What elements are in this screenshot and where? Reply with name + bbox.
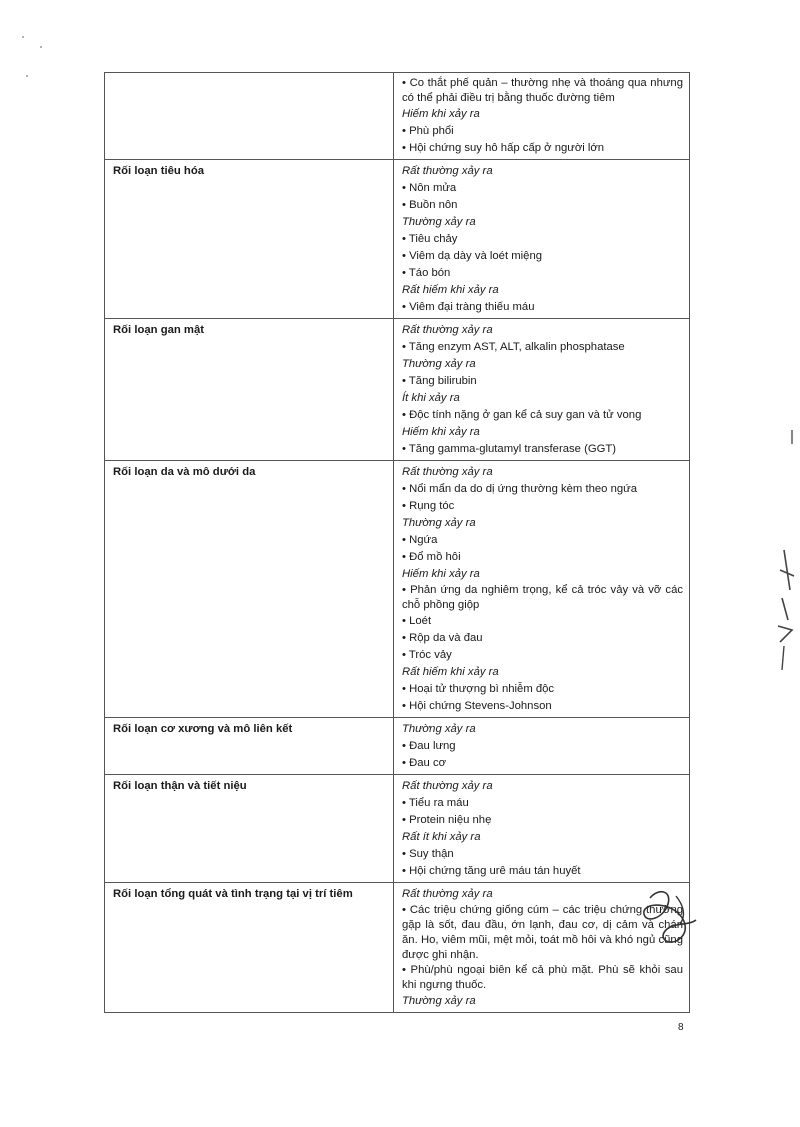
- effect-item: • Hoại tử thượng bì nhiễm độc: [402, 681, 683, 698]
- scan-speck: [26, 75, 28, 77]
- effects-cell: [394, 775, 690, 883]
- category-label: Rối loạn tổng quát và tình trạng tại vị trí tiêm: [113, 888, 353, 900]
- frequency-label: Rất thường xảy ra: [402, 466, 493, 478]
- effects-cell: [394, 319, 690, 461]
- effect-item: • Tiểu ra máu: [402, 795, 683, 812]
- effect-item: • Hội chứng tăng urê máu tán huyết: [402, 863, 683, 880]
- category-label: Rối loạn gan mật: [113, 324, 205, 336]
- effect-item: • Hội chứng Stevens-Johnson: [402, 698, 683, 715]
- frequency-label: Hiếm khi xảy ra: [402, 108, 480, 120]
- table-row: [105, 883, 690, 1013]
- frequency-label: Hiếm khi xảy ra: [402, 568, 480, 580]
- effect-item: • Co thắt phế quản – thường nhẹ và thoáng qua nhưng có thể phải điều trị bằng thuốc đường tiêm: [402, 76, 683, 106]
- frequency-label: Rất thường xảy ra: [402, 888, 493, 900]
- table-row: [105, 718, 690, 775]
- adverse-effects-table: [104, 72, 690, 1013]
- effect-item: • Buồn nôn: [402, 197, 683, 214]
- category-cell: [105, 73, 394, 160]
- category-label: Rối loạn cơ xương và mô liên kết: [113, 723, 293, 735]
- table-row: [105, 73, 690, 160]
- page-number: 8: [678, 1022, 684, 1033]
- frequency-label: Ít khi xảy ra: [402, 392, 460, 404]
- effects-cell: [394, 461, 690, 718]
- effects-cell: [394, 73, 690, 160]
- frequency-label: Rất ít khi xảy ra: [402, 831, 481, 843]
- table-row: [105, 775, 690, 883]
- effect-item: • Phản ứng da nghiêm trọng, kể cả tróc vảy và vỡ các chỗ phồng giộp: [402, 583, 683, 613]
- effect-item: • Phù/phù ngoại biên kể cả phù mặt. Phù sẽ khỏi sau khi ngưng thuốc.: [402, 963, 683, 993]
- effect-item: • Rộp da và đau: [402, 630, 683, 647]
- effect-item: • Phù phổi: [402, 123, 683, 140]
- effect-item: • Viêm dạ dày và loét miệng: [402, 248, 683, 265]
- frequency-label: Rất hiếm khi xảy ra: [402, 284, 499, 296]
- effect-item: • Protein niệu nhẹ: [402, 812, 683, 829]
- side-stamp-fragment: [770, 430, 796, 690]
- category-label: Rối loạn thận và tiết niệu: [113, 780, 247, 792]
- effect-item: • Táo bón: [402, 265, 683, 282]
- effect-item: • Ngứa: [402, 532, 683, 549]
- frequency-label: Rất thường xảy ra: [402, 324, 493, 336]
- effect-item: • Đổ mồ hôi: [402, 549, 683, 566]
- category-label: [113, 76, 387, 93]
- effect-item: • Các triệu chứng giống cúm – các triệu chứng thường gặp là sốt, đau đầu, ớn lạnh, đau cơ, dị cảm và chán ăn. Ho, viêm mũi, mệt mỏi, toát mồ hôi và khó ngủ cũng được ghi nhận.: [402, 903, 683, 963]
- effects-cell: [394, 718, 690, 775]
- frequency-label: Rất thường xảy ra: [402, 780, 493, 792]
- effect-item: • Tăng gamma-glutamyl transferase (GGT): [402, 441, 683, 458]
- category-cell: [105, 775, 394, 883]
- table-row: [105, 319, 690, 461]
- effect-item: • Hội chứng suy hô hấp cấp ở người lớn: [402, 140, 683, 157]
- scan-speck: [40, 46, 42, 48]
- frequency-label: Thường xảy ra: [402, 517, 476, 529]
- effect-item: • Loét: [402, 613, 683, 630]
- effect-item: • Đau cơ: [402, 755, 683, 772]
- category-cell: [105, 319, 394, 461]
- effect-item: • Tăng bilirubin: [402, 373, 683, 390]
- frequency-label: Thường xảy ra: [402, 358, 476, 370]
- frequency-label: Rất hiếm khi xảy ra: [402, 666, 499, 678]
- effect-item: • Độc tính nặng ở gan kể cả suy gan và tử vong: [402, 407, 683, 424]
- effect-item: • Đau lưng: [402, 738, 683, 755]
- effect-item: • Tiêu chảy: [402, 231, 683, 248]
- effect-item: • Suy thận: [402, 846, 683, 863]
- handwritten-signature: [628, 880, 708, 950]
- effect-item: • Tróc vảy: [402, 647, 683, 664]
- frequency-label: Hiếm khi xảy ra: [402, 426, 480, 438]
- effect-item: • Nổi mẩn da do dị ứng thường kèm theo ngứa: [402, 481, 683, 498]
- effects-cell: [394, 160, 690, 319]
- scan-speck: [22, 36, 24, 38]
- table-row: [105, 160, 690, 319]
- effect-item: • Nôn mửa: [402, 180, 683, 197]
- category-cell: [105, 160, 394, 319]
- effect-item: • Viêm đại tràng thiếu máu: [402, 299, 683, 316]
- effect-item: • Tăng enzym AST, ALT, alkalin phosphatase: [402, 339, 683, 356]
- category-cell: [105, 718, 394, 775]
- frequency-label: Thường xảy ra: [402, 216, 476, 228]
- table-body: [105, 73, 690, 1013]
- frequency-label: Thường xảy ra: [402, 723, 476, 735]
- category-cell: [105, 461, 394, 718]
- category-cell: [105, 883, 394, 1013]
- category-label: Rối loạn tiêu hóa: [113, 165, 205, 177]
- frequency-label: Rất thường xảy ra: [402, 165, 493, 177]
- table-row: [105, 461, 690, 718]
- category-label: Rối loạn da và mô dưới da: [113, 466, 256, 478]
- effect-item: • Rụng tóc: [402, 498, 683, 515]
- frequency-label: Thường xảy ra: [402, 995, 476, 1007]
